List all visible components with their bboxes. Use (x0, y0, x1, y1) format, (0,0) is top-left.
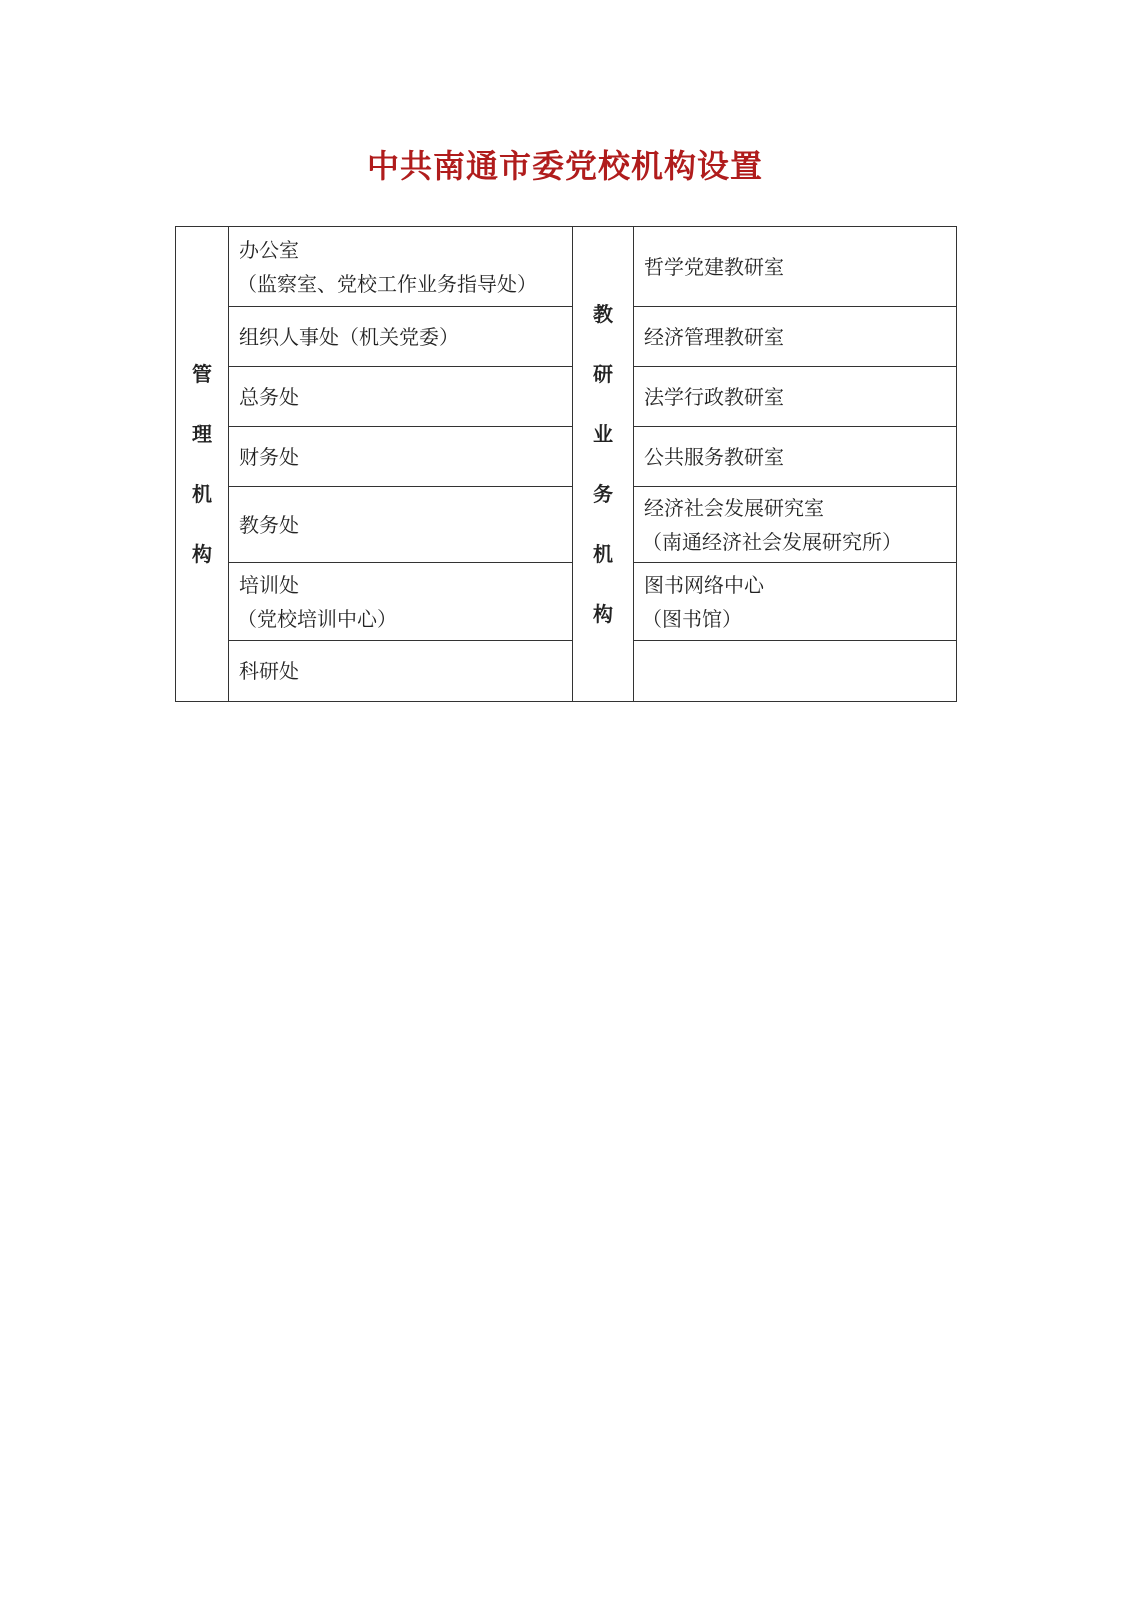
research-item-sub: （图书馆） (642, 606, 742, 631)
management-item (229, 427, 573, 487)
research-item-name: 经济管理教研室 (644, 324, 784, 349)
management-item-name: 培训处 (239, 572, 299, 597)
table-row (176, 487, 957, 563)
research-item (634, 367, 957, 427)
management-item (229, 641, 573, 702)
research-item (634, 227, 957, 307)
management-item-name: 科研处 (239, 659, 299, 683)
management-item-sub: （监察室、党校工作业务指导处） (237, 271, 537, 296)
table-row (176, 641, 957, 702)
research-item-sub: （南通经济社会发展研究所） (642, 529, 902, 554)
management-item (229, 367, 573, 427)
table-row (176, 307, 957, 367)
research-item-name: 公共服务教研室 (644, 444, 784, 469)
management-item-name: 组织人事处（机关党委） (239, 324, 459, 349)
research-item (634, 563, 957, 641)
research-label: 教研业务机构 (593, 302, 613, 626)
management-item (229, 487, 573, 563)
management-label-cell (176, 227, 229, 702)
research-item (634, 487, 957, 563)
management-item-name: 教务处 (239, 512, 299, 537)
research-item-name: 图书网络中心 (644, 572, 764, 597)
management-item (229, 227, 573, 307)
management-item (229, 307, 573, 367)
management-label: 管理机构 (192, 362, 212, 566)
research-label-cell (573, 227, 634, 702)
research-item-name: 经济社会发展研究室 (644, 495, 824, 520)
research-item-name: 哲学党建教研室 (644, 254, 784, 279)
management-item-name: 总务处 (239, 384, 299, 409)
table-row (176, 427, 957, 487)
management-item-name: 办公室 (239, 237, 299, 262)
table-row (176, 367, 957, 427)
page-title: 中共南通市委党校机构设置 (366, 147, 763, 185)
research-item (634, 307, 957, 367)
management-item-name: 财务处 (239, 444, 299, 469)
management-item-sub: （党校培训中心） (237, 606, 397, 631)
research-item-name: 法学行政教研室 (644, 384, 784, 409)
organization-table (175, 226, 957, 702)
research-item (634, 427, 957, 487)
management-item (229, 563, 573, 641)
research-item-empty (634, 641, 957, 702)
table-row (176, 227, 957, 307)
table-row (176, 563, 957, 641)
